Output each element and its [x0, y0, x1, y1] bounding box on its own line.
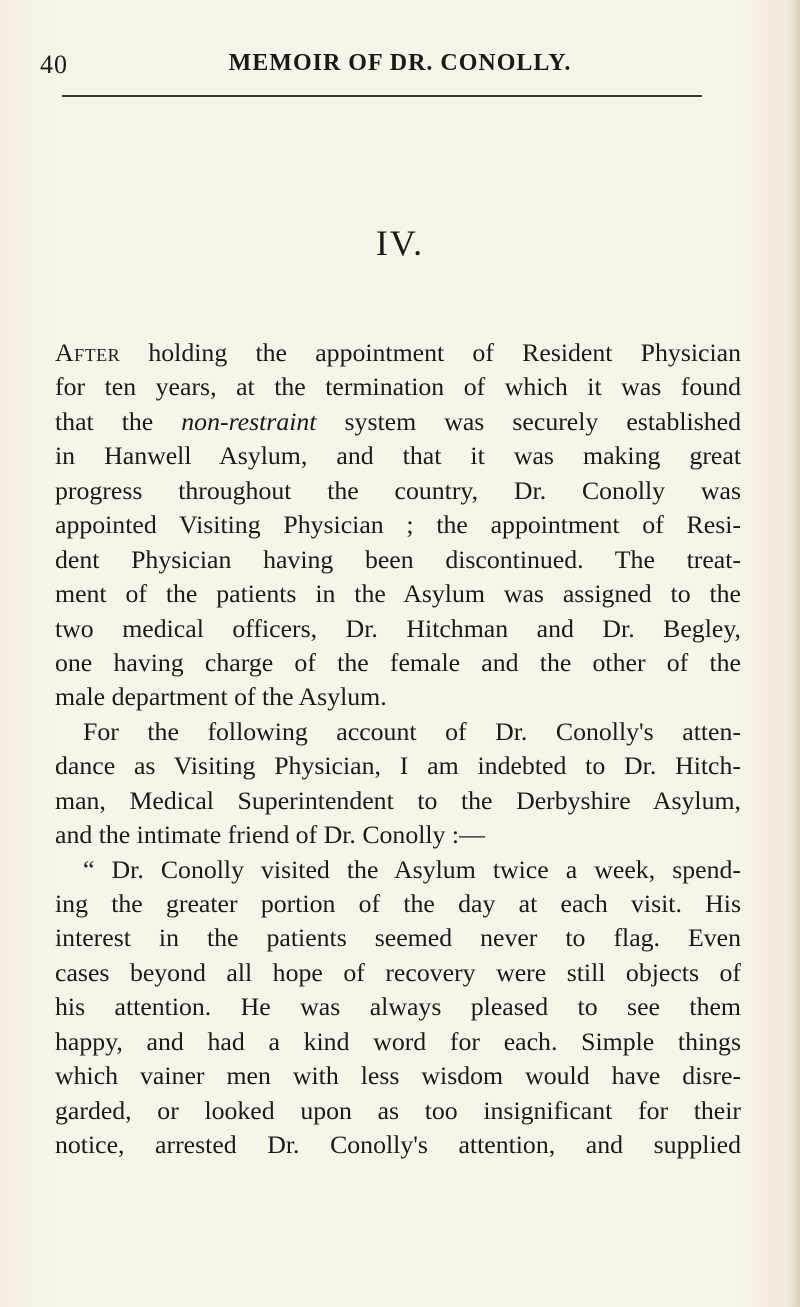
- text-line: happy, and had a kind word for each. Simple things: [55, 1026, 741, 1056]
- text-line: that the non-restraint system was securely established: [55, 406, 741, 436]
- running-head: [40, 44, 760, 84]
- text-line: for ten years, at the termination of which it was found: [55, 372, 741, 402]
- text-line: cases beyond all hope of recovery were still objects of: [55, 957, 741, 987]
- page-number: 40: [40, 50, 68, 79]
- text-line: garded, or looked upon as too insignificant for their: [55, 1095, 741, 1125]
- text-line: ing the greater portion of the day at each visit. His: [55, 889, 741, 918]
- text-line: two medical officers, Dr. Hitchman and Dr. Begley,: [55, 613, 741, 643]
- text-line: “ Dr. Conolly visited the Asylum twice a week, spend-: [83, 854, 741, 884]
- text-line: For the following account of Dr. Conolly's atten-: [83, 716, 741, 746]
- text-line: interest in the patients seemed never to flag. Even: [55, 923, 741, 953]
- text-line: in Hanwell Asylum, and that it was making great: [55, 441, 741, 471]
- text-line: dent Physician having been discontinued. The treat-: [55, 544, 741, 574]
- text-line: and the intimate friend of Dr. Conolly :—: [55, 820, 485, 850]
- text-line: progress throughout the country, Dr. Conolly was: [55, 475, 741, 505]
- text-line: notice, arrested Dr. Conolly's attention, and supplied: [55, 1130, 741, 1160]
- text-line: ment of the patients in the Asylum was assigned to the: [55, 579, 741, 609]
- text-line: man, Medical Superintendent to the Derbyshire Asylum,: [55, 785, 741, 815]
- emphasis-term: non-restraint: [181, 406, 317, 436]
- body-text: [55, 336, 741, 1163]
- chapter-number: IV.: [375, 223, 425, 263]
- text-line: male department of the Asylum.: [55, 682, 387, 712]
- text-line: his attention. He was always pleased to see them: [55, 992, 741, 1022]
- text-line: After holding the appointment of Resident Physician: [55, 338, 741, 367]
- header-rule: [62, 95, 702, 97]
- running-title: MEMOIR OF DR. CONOLLY.: [228, 50, 572, 76]
- lead-word: After: [55, 338, 121, 367]
- text-line: one having charge of the female and the other of the: [55, 647, 741, 677]
- text-line: appointed Visiting Physician ; the appointment of Resi-: [55, 510, 741, 540]
- text-line: which vainer men with less wisdom would have disre-: [55, 1061, 741, 1091]
- page-edge-shadow: [786, 0, 800, 1307]
- text-line: dance as Visiting Physician, I am indebted to Dr. Hitch-: [55, 751, 741, 781]
